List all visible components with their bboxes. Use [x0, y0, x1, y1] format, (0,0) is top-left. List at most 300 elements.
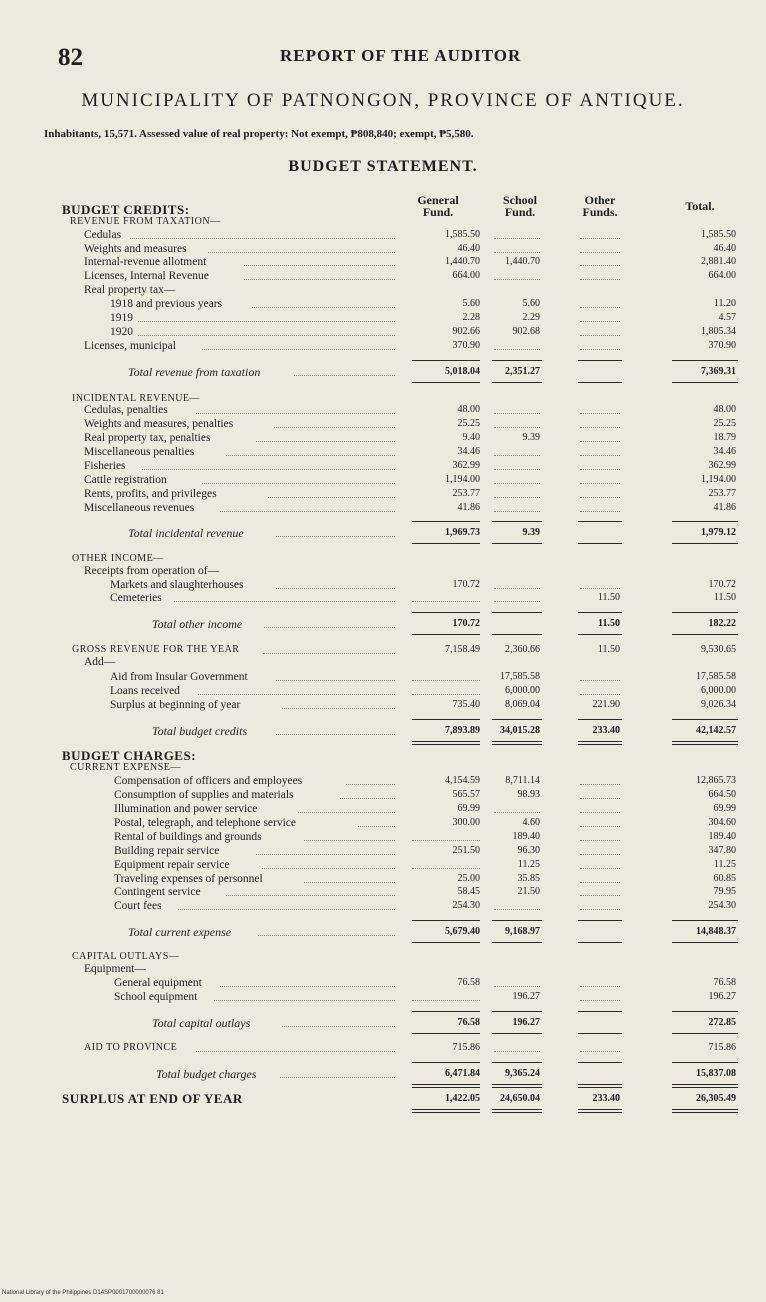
row-label: Cattle registration — [84, 474, 167, 486]
row-label: Cemeteries — [110, 592, 162, 604]
leader-dots — [282, 1026, 395, 1027]
sum-rule — [492, 543, 542, 544]
cell-general: 2.28 — [462, 312, 480, 323]
row-label: Contingent service — [114, 886, 201, 898]
cell-general: 6,471.84 — [445, 1068, 480, 1079]
sum-rule — [492, 1109, 542, 1110]
empty-cell-dots — [580, 868, 620, 869]
empty-cell-dots — [580, 279, 620, 280]
row-label: Markets and slaughterhouses — [110, 579, 244, 591]
empty-cell-dots — [494, 511, 540, 512]
cell-school: 2,360.66 — [505, 644, 540, 655]
empty-cell-dots — [494, 986, 540, 987]
sum-rule — [412, 543, 480, 544]
empty-cell-dots — [412, 694, 480, 695]
double-rule — [492, 1112, 542, 1113]
empty-cell-dots — [580, 483, 620, 484]
cell-total: 34.46 — [713, 446, 736, 457]
empty-cell-dots — [580, 497, 620, 498]
sum-rule — [672, 1062, 738, 1063]
sum-rule — [672, 360, 738, 361]
empty-cell-dots — [580, 427, 620, 428]
cell-total: 253.77 — [708, 488, 736, 499]
sum-rule — [672, 1109, 738, 1110]
cell-total: 4.57 — [718, 312, 736, 323]
row-label: 1919 — [110, 312, 133, 324]
leader-dots — [268, 497, 395, 498]
cell-school: 98.93 — [517, 789, 540, 800]
sum-rule — [578, 1033, 622, 1034]
sum-rule — [412, 382, 480, 383]
sum-rule — [412, 521, 480, 522]
double-rule — [672, 744, 738, 745]
cell-school: 17,585.58 — [500, 671, 540, 682]
row-label: Equipment repair service — [114, 859, 230, 871]
empty-cell-dots — [580, 511, 620, 512]
leader-dots — [282, 708, 395, 709]
empty-cell-dots — [494, 1051, 540, 1052]
cell-general: 1,585.50 — [445, 229, 480, 240]
cell-general: 902.66 — [452, 326, 480, 337]
sum-rule — [672, 741, 738, 742]
cell-general: 4,154.59 — [445, 775, 480, 786]
empty-cell-dots — [494, 252, 540, 253]
cell-general: 565.57 — [452, 789, 480, 800]
cell-total: 304.60 — [708, 817, 736, 828]
row-label: AID TO PROVINCE — [84, 1042, 178, 1053]
cell-school: 1,440.70 — [505, 256, 540, 267]
row-label: Miscellaneous penalties — [84, 446, 195, 458]
row-label: Total other income — [152, 617, 243, 631]
leader-dots — [276, 734, 395, 735]
leader-dots — [264, 627, 395, 628]
cell-total: 370.90 — [708, 340, 736, 351]
cell-total: 1,194.00 — [701, 474, 736, 485]
sum-rule — [492, 1087, 542, 1088]
empty-cell-dots — [580, 321, 620, 322]
sum-rule — [578, 719, 622, 720]
cell-total: 1,805.34 — [701, 326, 736, 337]
cell-total: 11.25 — [713, 859, 736, 870]
leader-dots — [304, 840, 395, 841]
cell-general: 76.58 — [457, 977, 480, 988]
cell-total: 12,865.73 — [696, 775, 736, 786]
cell-general: 9.40 — [462, 432, 480, 443]
cell-general: 253.77 — [452, 488, 480, 499]
row-label: INCIDENTAL REVENUE— — [72, 393, 201, 404]
leader-dots — [130, 238, 395, 239]
row-label: Total revenue from taxation — [128, 365, 261, 379]
sum-rule — [672, 920, 738, 921]
empty-cell-dots — [494, 349, 540, 350]
cell-school: 189.40 — [512, 831, 540, 842]
sum-rule — [492, 741, 542, 742]
leader-dots — [256, 441, 395, 442]
row-label: General equipment — [114, 977, 202, 989]
cell-general: 251.50 — [452, 845, 480, 856]
cell-school: 24,650.04 — [500, 1093, 540, 1104]
row-label: Total budget charges — [156, 1067, 257, 1081]
row-label: Miscellaneous revenues — [84, 502, 195, 514]
cell-total: 362.99 — [708, 460, 736, 471]
empty-cell-dots — [494, 812, 540, 813]
row-label: SURPLUS AT END OF YEAR — [62, 1091, 243, 1106]
column-header-total: Total. — [685, 199, 715, 213]
sum-rule — [492, 719, 542, 720]
leader-dots — [262, 868, 395, 869]
cell-general: 25.25 — [457, 418, 480, 429]
sum-rule — [578, 1062, 622, 1063]
cell-total: 15,837.08 — [696, 1068, 736, 1079]
empty-cell-dots — [580, 784, 620, 785]
empty-cell-dots — [580, 252, 620, 253]
cell-total: 254.30 — [708, 900, 736, 911]
row-label: BUDGET CREDITS: — [62, 202, 190, 217]
row-label: Cedulas, penalties — [84, 404, 168, 416]
row-label: Court fees — [114, 900, 162, 912]
sum-rule — [672, 719, 738, 720]
double-rule — [412, 744, 480, 745]
cell-total: 272.85 — [708, 1017, 736, 1028]
sum-rule — [492, 942, 542, 943]
sum-rule — [492, 360, 542, 361]
leader-dots — [138, 335, 395, 336]
cell-general: 300.00 — [452, 817, 480, 828]
leader-dots — [196, 1051, 395, 1052]
sum-rule — [412, 612, 480, 613]
cell-total: 25.25 — [713, 418, 736, 429]
row-label: Weights and measures, penalties — [84, 418, 234, 430]
sum-rule — [578, 1084, 622, 1085]
empty-cell-dots — [580, 826, 620, 827]
municipality-title: MUNICIPALITY OF PATNONGON, PROVINCE OF ANTIQUE. — [81, 90, 685, 111]
sum-rule — [672, 634, 738, 635]
sum-rule — [412, 719, 480, 720]
cell-school: 2,351.27 — [505, 366, 540, 377]
row-label: Rents, profits, and privileges — [84, 488, 217, 500]
cell-general: 254.30 — [452, 900, 480, 911]
cell-school: 4.60 — [522, 817, 540, 828]
cell-total: 60.85 — [713, 873, 736, 884]
cell-general: 48.00 — [457, 404, 480, 415]
double-rule — [578, 1112, 622, 1113]
cell-general: 69.99 — [457, 803, 480, 814]
cell-general: 170.72 — [452, 618, 480, 629]
sum-rule — [412, 1033, 480, 1034]
cell-school: 2.29 — [522, 312, 540, 323]
row-label: Licenses, municipal — [84, 340, 176, 352]
cell-total: 17,585.58 — [696, 671, 736, 682]
cell-total: 69.99 — [713, 803, 736, 814]
running-head: REPORT OF THE AUDITOR — [280, 46, 522, 65]
sum-rule — [578, 920, 622, 921]
cell-school: 9,365.24 — [505, 1068, 540, 1079]
sum-rule — [412, 920, 480, 921]
row-label: Total incidental revenue — [128, 526, 244, 540]
row-label: Postal, telegraph, and telephone service — [114, 817, 297, 829]
cell-general: 7,893.89 — [445, 725, 480, 736]
sum-rule — [578, 634, 622, 635]
cell-other: 11.50 — [598, 618, 620, 629]
empty-cell-dots — [580, 238, 620, 239]
cell-school: 35.85 — [517, 873, 540, 884]
cell-school: 196.27 — [512, 991, 540, 1002]
sum-rule — [492, 1033, 542, 1034]
sum-rule — [412, 1087, 480, 1088]
empty-cell-dots — [494, 497, 540, 498]
empty-cell-dots — [580, 895, 620, 896]
sum-rule — [672, 1084, 738, 1085]
row-label: Cedulas — [84, 229, 122, 241]
leader-dots — [274, 427, 395, 428]
leader-dots — [226, 895, 395, 896]
cell-total: 11.20 — [713, 298, 736, 309]
cell-other: 233.40 — [592, 725, 620, 736]
sum-rule — [578, 741, 622, 742]
leader-dots — [276, 588, 395, 589]
empty-cell-dots — [580, 1000, 620, 1001]
empty-cell-dots — [494, 483, 540, 484]
empty-cell-dots — [494, 455, 540, 456]
cell-total: 6,000.00 — [701, 685, 736, 696]
cell-total: 76.58 — [713, 977, 736, 988]
empty-cell-dots — [494, 469, 540, 470]
row-label: Consumption of supplies and materials — [114, 789, 294, 801]
leader-dots — [358, 826, 395, 827]
sum-rule — [412, 741, 480, 742]
leader-dots — [220, 511, 395, 512]
row-label: Aid from Insular Government — [110, 671, 248, 683]
sum-rule — [578, 521, 622, 522]
row-label: Fisheries — [84, 460, 126, 472]
cell-general: 5,679.40 — [445, 926, 480, 937]
cell-general: 41.86 — [457, 502, 480, 513]
empty-cell-dots — [494, 279, 540, 280]
cell-total: 189.40 — [708, 831, 736, 842]
cell-school: 34,015.28 — [500, 725, 540, 736]
leader-dots — [138, 321, 395, 322]
empty-cell-dots — [412, 840, 480, 841]
leader-dots — [244, 265, 395, 266]
leader-dots — [198, 694, 395, 695]
cell-school: 9.39 — [522, 432, 540, 443]
cell-general: 5.60 — [462, 298, 480, 309]
cell-general: 1,422.05 — [445, 1093, 480, 1104]
leader-dots — [298, 812, 395, 813]
leader-dots — [276, 536, 395, 537]
cell-general: 370.90 — [452, 340, 480, 351]
sum-rule — [492, 612, 542, 613]
cell-total: 14,848.37 — [696, 926, 736, 937]
row-label: Illumination and power service — [114, 803, 258, 815]
cell-school: 96.30 — [517, 845, 540, 856]
empty-cell-dots — [412, 1000, 480, 1001]
empty-cell-dots — [494, 427, 540, 428]
leader-dots — [340, 798, 395, 799]
cell-total: 42,142.57 — [696, 725, 736, 736]
leader-dots — [178, 909, 395, 910]
sum-rule — [578, 1087, 622, 1088]
cell-school: 6,000.00 — [505, 685, 540, 696]
cell-total: 11.50 — [713, 592, 736, 603]
cell-total: 182.22 — [708, 618, 736, 629]
double-rule — [492, 744, 542, 745]
sum-rule — [412, 1084, 480, 1085]
cell-school: 8,069.04 — [505, 699, 540, 710]
cell-general: 1,969.73 — [445, 527, 480, 538]
empty-cell-dots — [494, 601, 540, 602]
row-label: Surplus at beginning of year — [110, 699, 241, 711]
sum-rule — [492, 1084, 542, 1085]
empty-cell-dots — [580, 986, 620, 987]
empty-cell-dots — [580, 840, 620, 841]
cell-other: 221.90 — [592, 699, 620, 710]
leader-dots — [142, 469, 395, 470]
cell-general: 46.40 — [457, 243, 480, 254]
sum-rule — [412, 360, 480, 361]
row-label: Internal-revenue allotment — [84, 256, 207, 268]
cell-general: 1,440.70 — [445, 256, 480, 267]
sum-rule — [578, 543, 622, 544]
cell-general: 58.45 — [457, 886, 480, 897]
row-label: Building repair service — [114, 845, 220, 857]
cell-total: 664.00 — [708, 270, 736, 281]
column-header-other: Other Funds. — [582, 193, 618, 219]
empty-cell-dots — [580, 909, 620, 910]
cell-general: 362.99 — [452, 460, 480, 471]
sum-rule — [492, 521, 542, 522]
empty-cell-dots — [580, 882, 620, 883]
row-label: OTHER INCOME— — [72, 553, 164, 564]
empty-cell-dots — [494, 413, 540, 414]
empty-cell-dots — [494, 238, 540, 239]
footer-credit: National Library of the Philippines D14SP0001700000076 81 — [2, 1290, 164, 1296]
leader-dots — [202, 483, 395, 484]
cell-school: 902.68 — [512, 326, 540, 337]
empty-cell-dots — [580, 413, 620, 414]
row-label: Equipment— — [84, 963, 146, 975]
cell-total: 1,979.12 — [701, 527, 736, 538]
page-number: 82 — [58, 44, 83, 71]
sum-rule — [672, 1087, 738, 1088]
cell-total: 46.40 — [713, 243, 736, 254]
cell-total: 79.95 — [713, 886, 736, 897]
cell-total: 41.86 — [713, 502, 736, 513]
double-rule — [672, 1112, 738, 1113]
empty-cell-dots — [580, 455, 620, 456]
sum-rule — [492, 920, 542, 921]
sum-rule — [412, 1011, 480, 1012]
row-label: Loans received — [110, 685, 180, 697]
sum-rule — [492, 1062, 542, 1063]
cell-school: 8,711.14 — [505, 775, 540, 786]
sum-rule — [672, 1011, 738, 1012]
sum-rule — [578, 612, 622, 613]
empty-cell-dots — [580, 588, 620, 589]
sum-rule — [492, 382, 542, 383]
leader-dots — [280, 1077, 395, 1078]
sum-rule — [578, 1109, 622, 1110]
cell-other: 11.50 — [597, 644, 620, 655]
column-header-school: School Fund. — [502, 193, 537, 219]
row-label: Real property tax, penalties — [84, 432, 211, 444]
sum-rule — [672, 382, 738, 383]
sum-rule — [412, 634, 480, 635]
cell-school: 9,168.97 — [505, 926, 540, 937]
cell-total: 18.79 — [713, 432, 736, 443]
column-header-general: General Fund. — [417, 193, 459, 219]
empty-cell-dots — [412, 868, 480, 869]
row-label: Compensation of officers and employees — [114, 775, 303, 787]
row-label: Total capital outlays — [152, 1016, 251, 1030]
sum-rule — [492, 1011, 542, 1012]
sum-rule — [412, 1109, 480, 1110]
row-label: Rental of buildings and grounds — [114, 831, 262, 843]
empty-cell-dots — [580, 307, 620, 308]
empty-cell-dots — [580, 694, 620, 695]
cell-general: 715.86 — [452, 1042, 480, 1053]
sum-rule — [492, 634, 542, 635]
row-label: Add— — [84, 656, 116, 668]
sum-rule — [672, 942, 738, 943]
empty-cell-dots — [580, 812, 620, 813]
row-label: GROSS REVENUE FOR THE YEAR — [72, 644, 240, 655]
cell-school: 21.50 — [517, 886, 540, 897]
row-label: CURRENT EXPENSE— — [70, 762, 181, 773]
cell-total: 9,026.34 — [701, 699, 736, 710]
cell-school: 5.60 — [522, 298, 540, 309]
cell-total: 9,530.65 — [701, 644, 736, 655]
cell-general: 735.40 — [452, 699, 480, 710]
empty-cell-dots — [580, 441, 620, 442]
cell-school: 196.27 — [512, 1017, 540, 1028]
sum-rule — [672, 521, 738, 522]
empty-cell-dots — [580, 349, 620, 350]
row-label: Licenses, Internal Revenue — [84, 270, 209, 282]
leader-dots — [208, 252, 395, 253]
sum-rule — [578, 1011, 622, 1012]
cell-total: 170.72 — [708, 579, 736, 590]
cell-general: 25.00 — [457, 873, 480, 884]
cell-total: 2,881.40 — [701, 256, 736, 267]
sum-rule — [578, 942, 622, 943]
leader-dots — [263, 653, 395, 654]
leader-dots — [294, 375, 395, 376]
empty-cell-dots — [494, 909, 540, 910]
sum-rule — [578, 360, 622, 361]
cell-total: 7,369.31 — [701, 366, 736, 377]
empty-cell-dots — [494, 588, 540, 589]
leader-dots — [256, 854, 395, 855]
leader-dots — [202, 349, 395, 350]
inhabitants-line: Inhabitants, 15,571. Assessed value of real property: Not exempt, ₱808,840; exempt, ₱5,580. — [44, 128, 474, 140]
row-label: Traveling expenses of personnel — [114, 873, 263, 885]
cell-general: 664.00 — [452, 270, 480, 281]
empty-cell-dots — [412, 680, 480, 681]
leader-dots — [214, 1000, 395, 1001]
sum-rule — [672, 1033, 738, 1034]
cell-general: 1,194.00 — [445, 474, 480, 485]
cell-total: 715.86 — [708, 1042, 736, 1053]
leader-dots — [244, 279, 395, 280]
row-label: BUDGET CHARGES: — [62, 748, 197, 763]
sum-rule — [412, 942, 480, 943]
row-label: Weights and measures — [84, 243, 187, 255]
empty-cell-dots — [580, 798, 620, 799]
double-rule — [578, 744, 622, 745]
cell-general: 5,018.04 — [445, 366, 480, 377]
leader-dots — [258, 935, 395, 936]
